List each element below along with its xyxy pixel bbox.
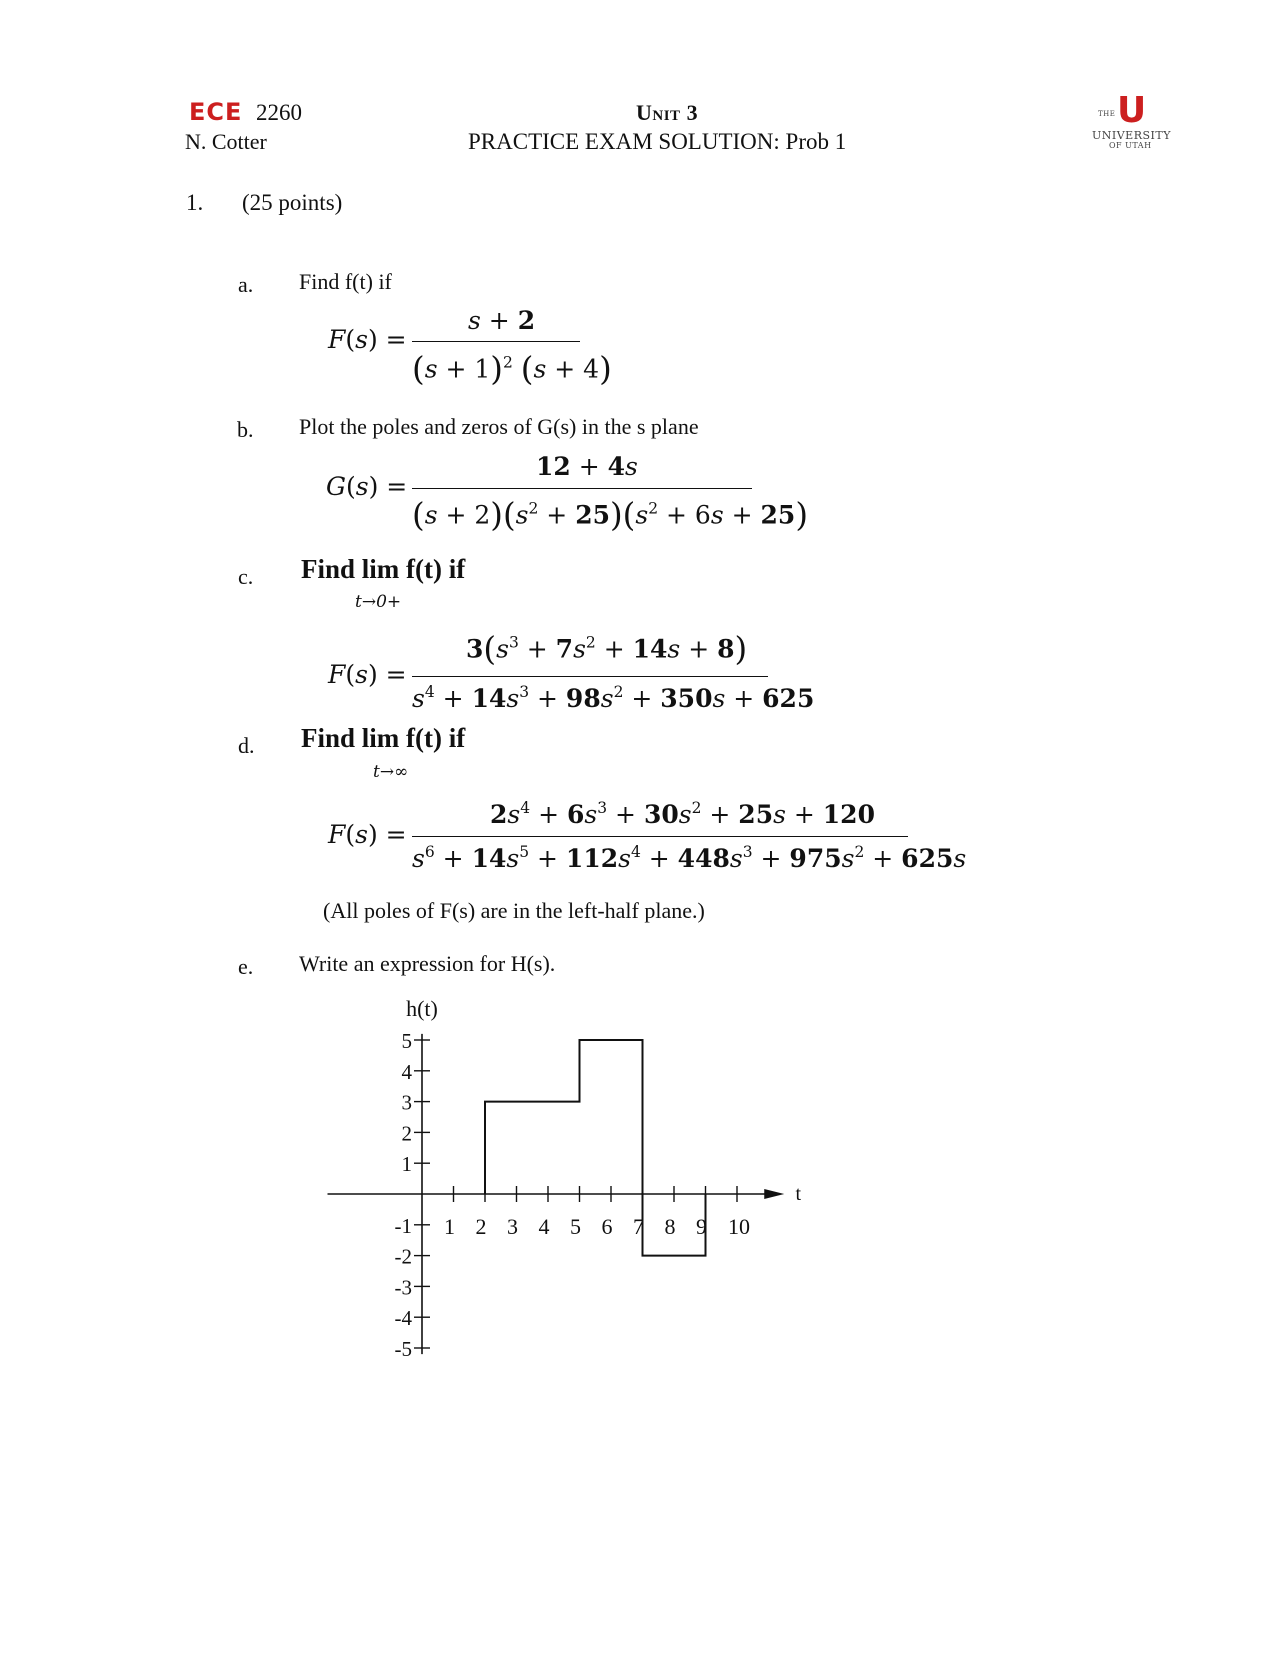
x-tick-label: 5 <box>570 1214 581 1239</box>
part-b-numerator: 12 + 4s <box>536 452 638 481</box>
part-a-numerator: s + 2 <box>468 306 536 335</box>
part-c-numerator: $3(s^3 + 7s^2 + 14s + 8)$ <box>466 630 748 668</box>
part-b-denominator: $(s + 2)(s^2 + 25)(s^2 + 6s + 25)$ <box>412 496 808 534</box>
course-number: 2260 <box>256 100 302 125</box>
y-tick-label: 3 <box>401 1090 412 1115</box>
part-c-limit: t→0+ <box>355 592 402 612</box>
unit-title: Unit 3 <box>636 100 699 125</box>
chart-title: h(t) <box>406 996 438 1021</box>
y-tick-label: 5 <box>401 1029 412 1053</box>
part-a-text: Find f(t) if <box>299 269 392 294</box>
university-logo-letter: U <box>1117 90 1147 131</box>
part-b-label: b. <box>237 417 254 442</box>
x-tick-label: 2 <box>475 1214 487 1239</box>
y-tick-label: 2 <box>401 1121 412 1146</box>
university-logo-line2: OF UTAH <box>1109 141 1152 150</box>
part-d-limit: t→∞ <box>373 762 409 782</box>
part-d-numerator: $2s^4 + 6s^3 + 30s^2 + 25s + 120$ <box>490 798 875 829</box>
x-axis-label: t <box>795 1183 802 1205</box>
y-tick-label: -4 <box>394 1306 412 1331</box>
part-a-lhs: F(s) = <box>328 325 407 354</box>
part-b-lhs: G(s) = <box>326 472 408 501</box>
y-tick-label: -2 <box>394 1244 412 1269</box>
part-c-label: c. <box>238 564 254 589</box>
x-tick-label: 6 <box>601 1214 613 1239</box>
course-logo: ECE <box>189 98 243 126</box>
problem-points: (25 points) <box>242 190 343 215</box>
part-c-lhs: F(s) = <box>328 660 407 689</box>
part-d-denominator: $s^6 + 14s^5 + 112s^4 + 448s^3 + 975s^2 + 625s$ <box>412 842 967 873</box>
x-tick-label: 1 <box>444 1214 455 1239</box>
x-tick-label: 9 <box>696 1214 707 1239</box>
part-d-text: Find lim f(t) if <box>301 723 466 753</box>
part-c-text: Find lim f(t) if <box>301 554 466 584</box>
part-a-label: a. <box>238 272 254 297</box>
part-d-lhs: F(s) = <box>328 820 407 849</box>
y-tick-label: -3 <box>394 1275 412 1300</box>
x-tick-label: 7 <box>633 1214 644 1239</box>
part-c-denominator: $s^4 + 14s^3 + 98s^2 + 350s + 625$ <box>412 682 815 713</box>
x-tick-label: 8 <box>664 1214 676 1239</box>
page-subtitle: PRACTICE EXAM SOLUTION: Prob 1 <box>468 129 847 154</box>
part-d-label: d. <box>238 733 255 758</box>
university-logo-line1: UNIVERSITY <box>1092 129 1171 142</box>
x-axis-arrow <box>764 1189 784 1199</box>
x-tick-label: 3 <box>507 1214 518 1239</box>
y-tick-label: -5 <box>394 1337 412 1361</box>
part-d-note: (All poles of F(s) are in the left-half plane.) <box>323 898 705 923</box>
author: N. Cotter <box>185 129 267 154</box>
x-tick-label: 4 <box>538 1214 550 1239</box>
y-tick-label: -1 <box>394 1213 412 1238</box>
part-a-denominator: $(s + 1)^2$ (s + 4) <box>412 350 612 388</box>
x-tick-label: 10 <box>728 1214 750 1239</box>
part-b-text: Plot the poles and zeros of G(s) in the s plane <box>299 414 699 439</box>
problem-number: 1. <box>186 190 204 215</box>
part-e-text: Write an expression for H(s). <box>299 951 556 976</box>
y-tick-label: 4 <box>401 1059 412 1084</box>
y-tick-label: 1 <box>401 1152 412 1177</box>
university-logo-the: THE <box>1098 110 1116 118</box>
part-e-label: e. <box>238 954 254 979</box>
